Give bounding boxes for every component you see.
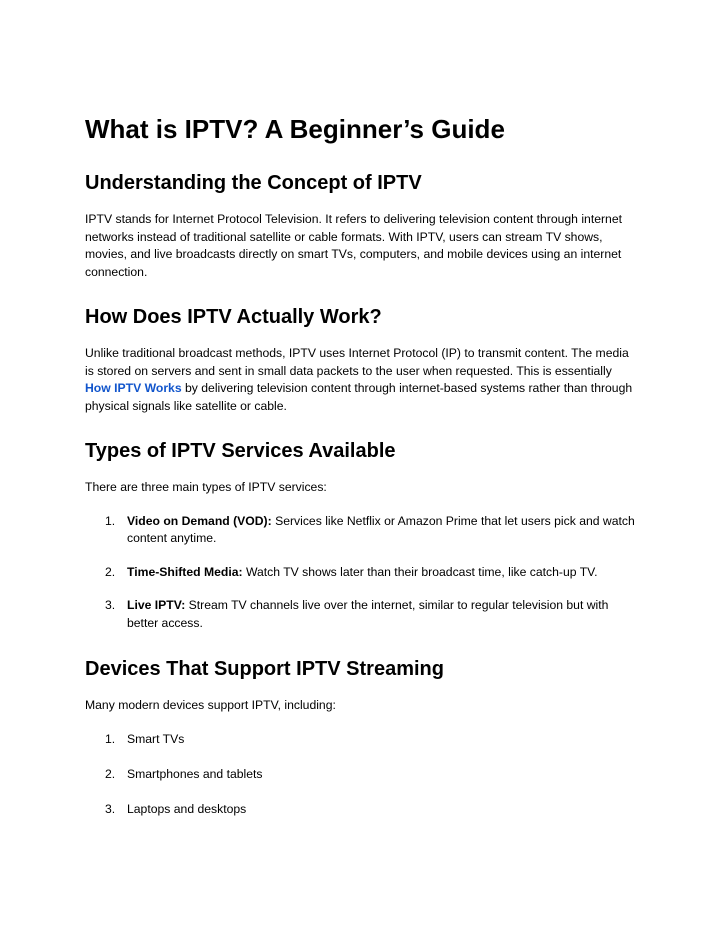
how-iptv-works-link[interactable]: How IPTV Works (85, 381, 182, 395)
list-number: 2. (105, 564, 116, 579)
section-intro: There are three main types of IPTV services: (85, 480, 327, 494)
section-heading: Devices That Support IPTV Streaming (85, 658, 444, 680)
page-title: What is IPTV? A Beginner’s Guide (85, 114, 505, 144)
list-item-term: Video on Demand (VOD): (127, 513, 272, 528)
section-paragraph: IPTV stands for Internet Protocol Television. It refers to delivering television content through internet networks instead of traditional satellite or cable formats. With IPTV, users can stream TV shows, movies, and live broadcasts directly on smart TVs, computers, and mobile devices using an internet connection. (85, 212, 622, 279)
list-number: 3. (105, 598, 116, 612)
list-item-term: Live IPTV: (127, 598, 186, 612)
list-number: 1. (105, 513, 116, 528)
section-paragraph (85, 345, 640, 415)
section-devices (85, 656, 640, 818)
section-types (85, 438, 640, 632)
list-item (85, 597, 640, 632)
list-item (85, 513, 640, 548)
list-item-text: Stream TV channels live over the internet, similar to regular television but with better access. (127, 598, 609, 630)
list-item-text: Smart TVs (127, 731, 185, 746)
section-heading: How Does IPTV Actually Work? (85, 306, 382, 328)
list-item (85, 564, 640, 582)
devices-list (85, 731, 640, 819)
list-item (85, 801, 640, 819)
section-concept (85, 170, 640, 281)
list-item-text: Smartphones and tablets (127, 766, 263, 781)
section-how-it-works (85, 304, 640, 415)
section-heading: Types of IPTV Services Available (85, 440, 396, 462)
service-types-list (85, 513, 640, 633)
list-item (85, 731, 640, 749)
list-item-text: Watch TV shows later than their broadcast time, like catch-up TV. (242, 564, 598, 579)
list-number: 1. (105, 731, 116, 746)
section-intro: Many modern devices support IPTV, including: (85, 698, 336, 712)
list-number: 2. (105, 766, 116, 781)
list-item (85, 766, 640, 784)
section-heading: Understanding the Concept of IPTV (85, 172, 422, 194)
list-number: 3. (105, 801, 116, 816)
paragraph-text: Unlike traditional broadcast methods, IPTV uses Internet Protocol (IP) to transmit content. The media is stored on servers and sent in small data packets to the user when requested. This is essentially (85, 346, 629, 378)
list-item-text: Services like Netflix or Amazon Prime that let users pick and watch content anytime. (127, 513, 635, 545)
paragraph-text: by delivering television content through internet-based systems rather than through physical signals like satellite or cable. (85, 381, 633, 413)
list-item-term: Time-Shifted Media: (127, 564, 243, 579)
list-item-text: Laptops and desktops (127, 801, 247, 816)
